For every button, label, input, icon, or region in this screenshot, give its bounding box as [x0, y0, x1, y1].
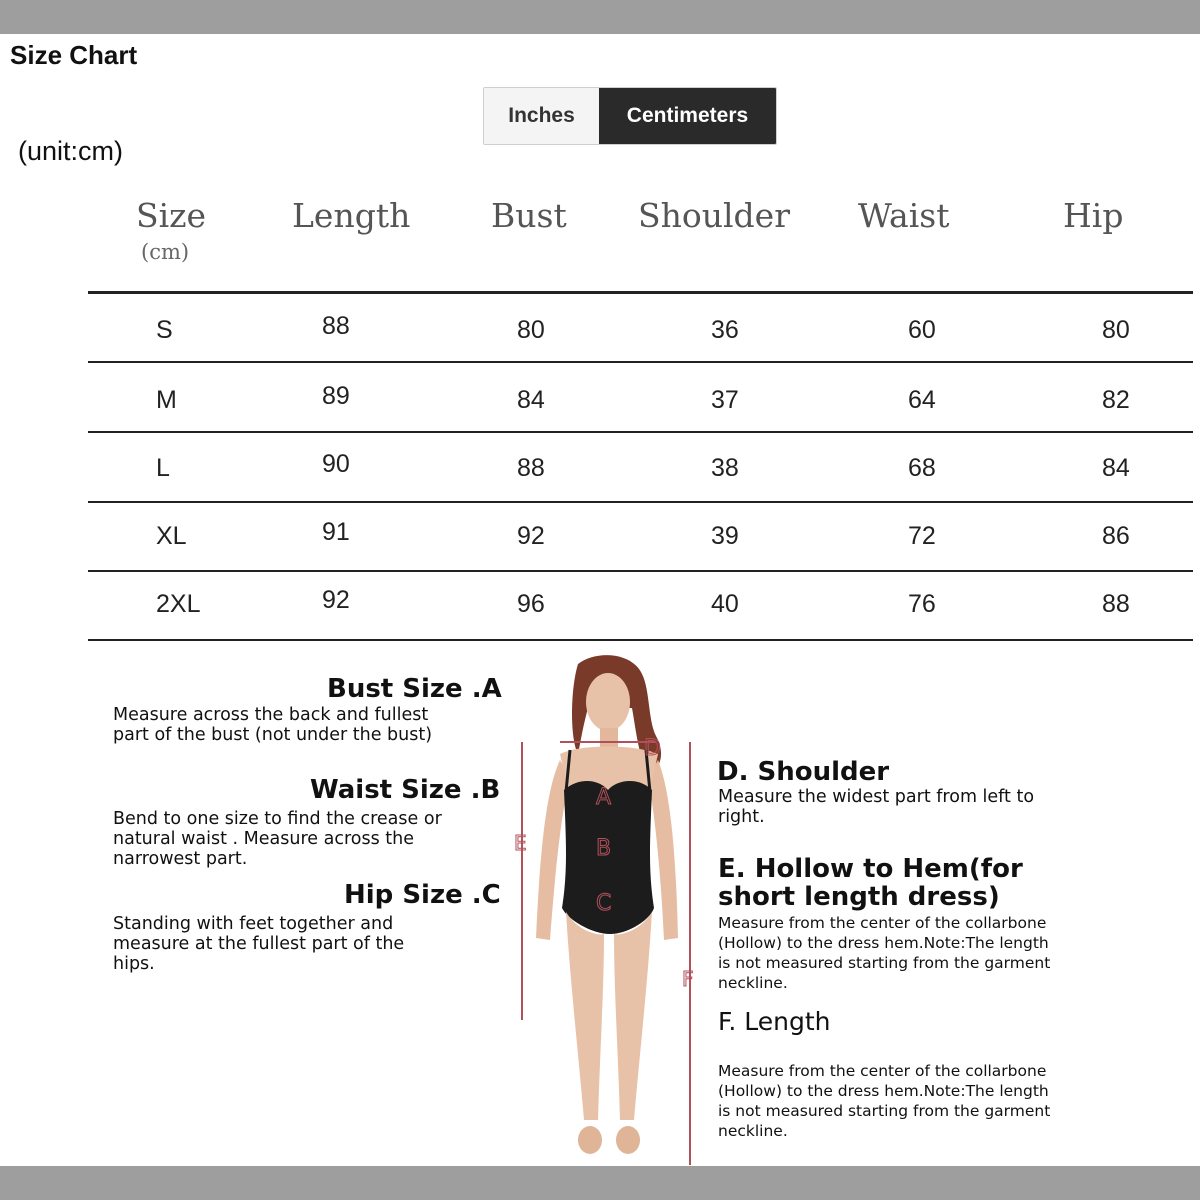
bottom-band: [0, 1166, 1200, 1200]
inches-toggle-button[interactable]: Inches: [484, 88, 599, 144]
header-size-unit: (cm): [141, 240, 190, 264]
table-cell-size: M: [156, 386, 177, 414]
table-cell-hip: 88: [1102, 590, 1130, 618]
marker-d: D: [644, 736, 661, 761]
table-cell-hip: 86: [1102, 522, 1130, 550]
table-cell-length: 90: [322, 450, 350, 478]
marker-b: B: [596, 836, 612, 861]
row-divider: [88, 501, 1193, 503]
bust-size-text: Measure across the back and fullest part of the bust (not under the bust): [113, 705, 433, 745]
table-cell-shoulder: 37: [711, 386, 739, 414]
right-arm-shape: [648, 760, 678, 940]
left-foot-shape: [578, 1126, 602, 1154]
row-divider: [88, 570, 1193, 572]
waist-size-title: Waist Size .B: [310, 775, 501, 805]
page-title: Size Chart: [10, 40, 138, 70]
neck-shape: [600, 728, 618, 748]
table-cell-length: 91: [322, 518, 350, 546]
table-cell-waist: 76: [908, 590, 936, 618]
table-cell-size: 2XL: [156, 590, 201, 618]
table-cell-length: 92: [322, 586, 350, 614]
header-size: Size: [136, 196, 207, 235]
marker-f: F: [682, 967, 694, 991]
table-header-divider: [88, 291, 1193, 294]
table-cell-waist: 72: [908, 522, 936, 550]
length-text: Measure from the center of the collarbone (Hollow) to the dress hem.Note:The length is not measured starting from the garment neckline.: [718, 1062, 1051, 1140]
table-cell-bust: 96: [517, 590, 545, 618]
marker-a: A: [596, 785, 612, 810]
head-shape: [586, 673, 630, 731]
header-bust: Bust: [491, 196, 567, 235]
header-waist: Waist: [858, 196, 950, 235]
table-cell-bust: 84: [517, 386, 545, 414]
marker-c: C: [596, 891, 612, 916]
bust-size-title: Bust Size .A: [327, 674, 502, 704]
header-length: Length: [292, 196, 411, 235]
table-cell-bust: 80: [517, 316, 545, 344]
table-cell-hip: 84: [1102, 454, 1130, 482]
waist-size-text: Bend to one size to find the crease or natural waist . Measure across the narrowest part.: [113, 809, 442, 869]
table-cell-shoulder: 40: [711, 590, 739, 618]
left-leg-shape: [566, 912, 604, 1120]
body-measurement-figure: [500, 650, 710, 1165]
table-cell-hip: 82: [1102, 386, 1130, 414]
hollow-to-hem-text: Measure from the center of the collarbone (Hollow) to the dress hem.Note:The length is not measured starting from the garment neckline.: [718, 914, 1051, 992]
table-cell-length: 88: [322, 312, 350, 340]
row-divider: [88, 431, 1193, 433]
top-band: [0, 0, 1200, 34]
table-cell-length: 89: [322, 382, 350, 410]
header-hip: Hip: [1063, 196, 1124, 235]
hip-size-title: Hip Size .C: [344, 880, 501, 910]
hollow-to-hem-title: E. Hollow to Hem(for short length dress): [718, 854, 1023, 912]
header-shoulder: Shoulder: [638, 196, 790, 235]
table-cell-waist: 68: [908, 454, 936, 482]
table-cell-size: L: [156, 454, 170, 482]
table-cell-shoulder: 36: [711, 316, 739, 344]
table-cell-bust: 92: [517, 522, 545, 550]
row-divider: [88, 361, 1193, 363]
hip-size-text: Standing with feet together and measure at the fullest part of the hips.: [113, 914, 405, 974]
right-foot-shape: [616, 1126, 640, 1154]
shoulder-text: Measure the widest part from left to right.: [718, 787, 1035, 827]
length-title: F. Length: [718, 1007, 831, 1036]
row-divider: [88, 639, 1193, 641]
table-cell-size: S: [156, 316, 173, 344]
unit-toggle[interactable]: [483, 87, 777, 145]
table-cell-waist: 60: [908, 316, 936, 344]
shoulder-title: D. Shoulder: [717, 757, 890, 787]
unit-label: (unit:cm): [18, 136, 124, 166]
table-cell-shoulder: 39: [711, 522, 739, 550]
left-arm-shape: [536, 760, 570, 940]
table-cell-size: XL: [156, 522, 187, 550]
marker-e: E: [514, 831, 527, 855]
centimeters-toggle-button[interactable]: Centimeters: [599, 88, 776, 144]
right-leg-shape: [614, 912, 652, 1120]
table-cell-bust: 88: [517, 454, 545, 482]
table-cell-waist: 64: [908, 386, 936, 414]
table-cell-shoulder: 38: [711, 454, 739, 482]
table-cell-hip: 80: [1102, 316, 1130, 344]
